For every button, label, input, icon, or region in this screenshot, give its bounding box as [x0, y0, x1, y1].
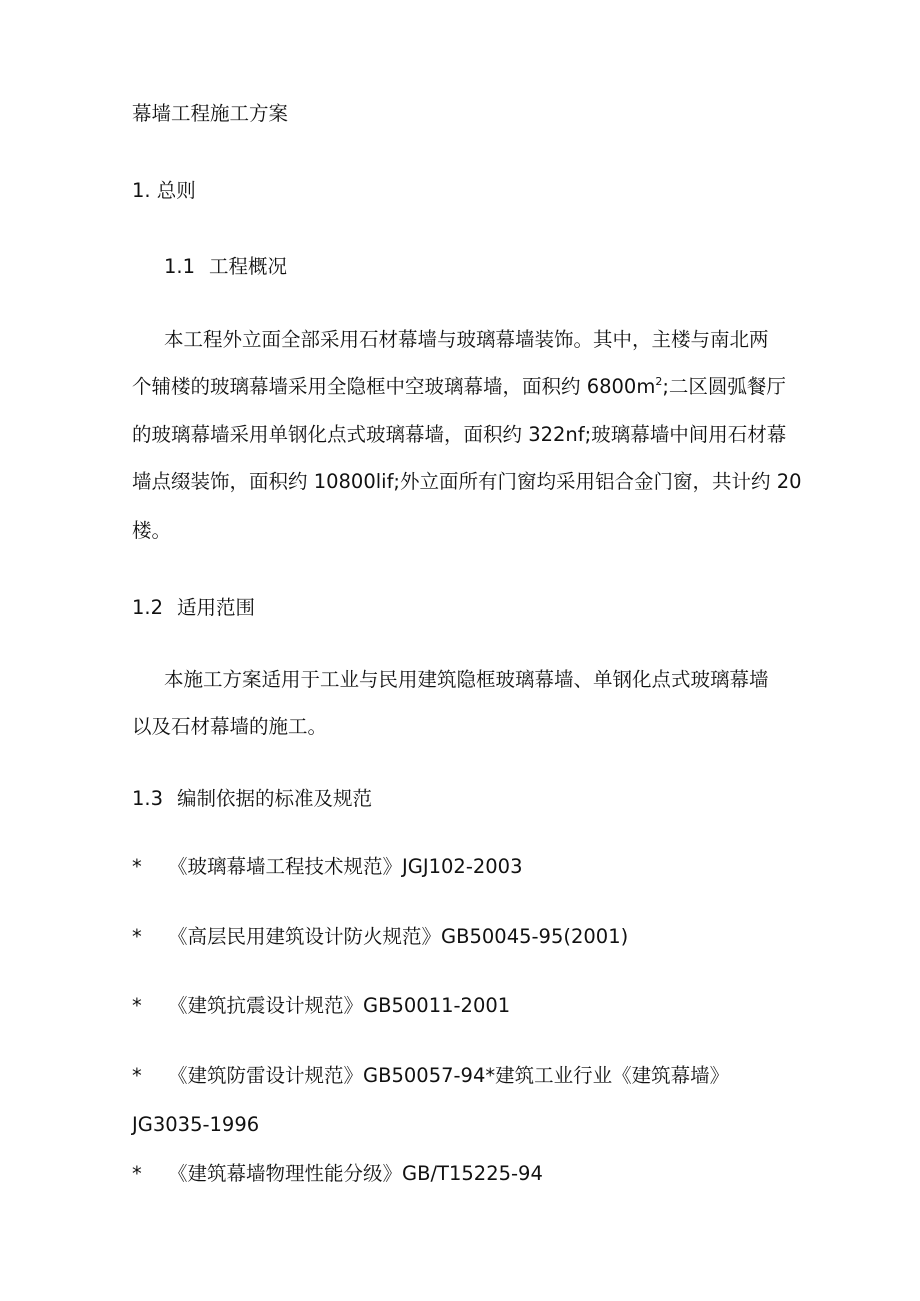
section-heading-1-1: [164, 257, 287, 277]
paragraph-line: 墙点缀装饰，面积约 10800lif;外立面所有门窗均采用铝合金门窗，共计约 20: [132, 470, 802, 493]
section-number: 1.2: [132, 596, 164, 619]
reference-item: [132, 1164, 543, 1184]
section-heading-1: 1. 总则: [132, 179, 196, 202]
reference-continuation: JG3035-1996: [132, 1113, 260, 1136]
section-heading-1-2: [132, 598, 255, 618]
superscript: 2: [655, 375, 663, 388]
reference-text: 《建筑抗震设计规范》GB50011-2001: [168, 994, 511, 1017]
bullet-icon: *: [132, 1162, 142, 1185]
bullet-icon: *: [132, 994, 142, 1017]
paragraph-line: [132, 376, 786, 397]
paragraph-line: 以及石材幕墙的施工。: [132, 715, 328, 738]
section-number: 1.3: [132, 787, 164, 810]
bullet-icon: *: [132, 855, 142, 878]
reference-item: [132, 996, 510, 1016]
reference-item: [132, 927, 628, 947]
paragraph-line: 本工程外立面全部采用石材幕墙与玻璃幕墙装饰。其中，主楼与南北两: [164, 328, 769, 351]
section-heading-1-3: [132, 789, 372, 809]
bullet-icon: *: [132, 1064, 142, 1087]
paragraph-text: 个辅楼的玻璃幕墙采用全隐框中空玻璃幕墙，面积约 6800m: [132, 375, 656, 398]
paragraph-text: ;二区圆弧餐厅: [662, 375, 786, 398]
section-title: 编制依据的标准及规范: [177, 787, 373, 810]
document-title: 幕墙工程施工方案: [132, 102, 289, 125]
reference-text: 《建筑防雷设计规范》GB50057-94*建筑工业行业《建筑幕墙》: [168, 1064, 730, 1087]
paragraph-line: 本施工方案适用于工业与民用建筑隐框玻璃幕墙、单钢化点式玻璃幕墙: [164, 668, 769, 691]
section-title: 适用范围: [177, 596, 256, 619]
reference-item: [132, 857, 523, 877]
section-number: 1.1: [164, 255, 196, 278]
section-title: 工程概况: [209, 255, 288, 278]
reference-item: [132, 1066, 729, 1086]
reference-text: 《建筑幕墙物理性能分级》GB/T15225-94: [168, 1162, 543, 1185]
paragraph-line: 的玻璃幕墙采用单钢化点式玻璃幕墙，面积约 322nf;玻璃幕墙中间用石材幕: [132, 423, 787, 446]
paragraph-line: 楼。: [132, 519, 172, 542]
reference-text: 《高层民用建筑设计防火规范》GB50045-95(2001): [168, 925, 629, 948]
bullet-icon: *: [132, 925, 142, 948]
reference-text: 《玻璃幕墙工程技术规范》JGJ102-2003: [168, 855, 523, 878]
